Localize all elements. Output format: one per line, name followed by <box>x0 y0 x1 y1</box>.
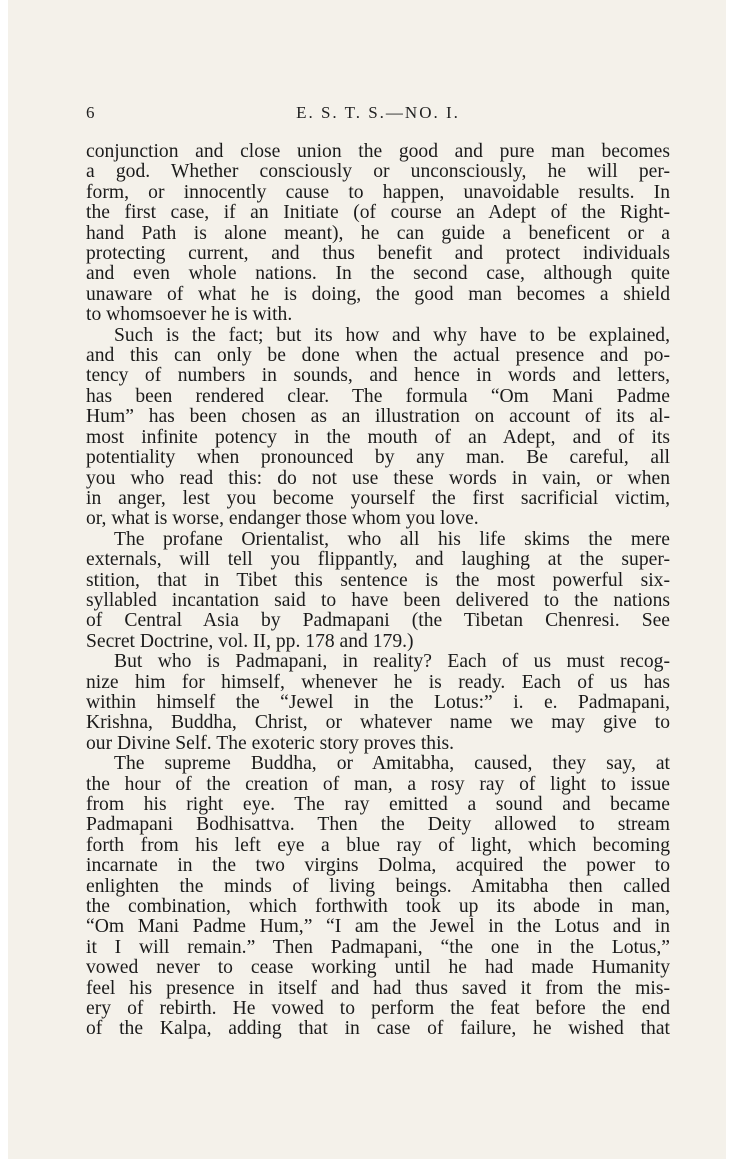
text-line: protecting current, and thus benefit and protect individuals <box>86 243 670 265</box>
text-line: our Divine Self. The exoteric story proves this. <box>86 732 455 754</box>
text-line: conjunction and close union the good and pure man becomes <box>86 141 670 162</box>
text-line: in anger, lest you become yourself the first sacrificial victim, <box>86 487 670 509</box>
running-head: E. S. T. S.—NO. I. <box>296 103 460 122</box>
text-line: stition, that in Tibet this sentence is the most powerful six- <box>86 569 670 591</box>
text-line: form, or innocently cause to happen, unavoidable results. In <box>86 181 670 203</box>
text-line: or, what is worse, endanger those whom you love. <box>86 508 479 530</box>
text-line: enlighten the minds of living beings. Amitabha then called <box>86 875 670 897</box>
text-line: the hour of the creation of man, a rosy ray of light to issue <box>86 773 670 795</box>
text-line: most infinite potency in the mouth of an Adept, and of its <box>86 426 670 448</box>
page-header <box>86 103 670 127</box>
text-line: But who is Padmapani, in reality? Each of us must recog- <box>114 651 670 673</box>
text-line: hand Path is alone meant), he can guide a beneficent or a <box>86 222 670 244</box>
text-line: and this can only be done when the actual presence and po- <box>86 345 670 367</box>
text-line: forth from his left eye a blue ray of light, which becoming <box>86 834 670 856</box>
text-line: has been rendered clear. The formula “Om Mani Padme <box>86 385 670 407</box>
page-number: 6 <box>86 103 95 122</box>
text-line: and even whole nations. In the second case, although quite <box>86 263 670 285</box>
text-line: potentiality when pronounced by any man. Be careful, all <box>86 447 670 469</box>
text-line: to whomsoever he is with. <box>86 304 293 326</box>
text-line: The supreme Buddha, or Amitabha, caused, they say, at <box>114 753 670 775</box>
text-line: you who read this: do not use these words in vain, or when <box>86 467 670 489</box>
text-line: within himself the “Jewel in the Lotus:” i. e. Padmapani, <box>86 691 670 713</box>
text-line: The profane Orientalist, who all his life skims the mere <box>114 528 670 550</box>
text-line: Hum” has been chosen as an illustration on account of its al- <box>86 406 670 428</box>
text-line: the first case, if an Initiate (of course an Adept of the Right- <box>86 202 670 224</box>
text-line: externals, will tell you flippantly, and laughing at the super- <box>86 549 670 571</box>
text-line: nize him for himself, whenever he is ready. Each of us has <box>86 671 670 693</box>
text-line: Such is the fact; but its how and why have to be explained, <box>114 324 670 346</box>
text-line: of the Kalpa, adding that in case of failure, he wished that <box>86 1018 670 1040</box>
text-line: vowed never to cease working until he had made Humanity <box>86 957 670 979</box>
text-line: of Central Asia by Padmapani (the Tibetan Chenresi. See <box>86 610 670 632</box>
text-line: incarnate in the two virgins Dolma, acquired the power to <box>86 855 670 877</box>
text-line: tency of numbers in sounds, and hence in words and letters, <box>86 365 670 387</box>
text-line: ery of rebirth. He vowed to perform the feat before the end <box>86 998 670 1020</box>
text-line: Padmapani Bodhisattva. Then the Deity allowed to stream <box>86 814 670 836</box>
text-line: the combination, which forthwith took up its abode in man, <box>86 896 670 918</box>
text-line: unaware of what he is doing, the good man becomes a shield <box>86 283 670 305</box>
body-text <box>86 142 670 1040</box>
text-line: it I will remain.” Then Padmapani, “the one in the Lotus,” <box>86 936 670 958</box>
text-line: feel his presence in itself and had thus saved it from the mis- <box>86 977 670 999</box>
text-line: syllabled incantation said to have been delivered to the nations <box>86 589 670 611</box>
text-line: from his right eye. The ray emitted a sound and became <box>86 794 670 815</box>
page <box>8 0 726 1159</box>
text-line: Krishna, Buddha, Christ, or whatever name we may give to <box>86 712 670 734</box>
page-content <box>8 0 726 1159</box>
text-line: Secret Doctrine, vol. II, pp. 178 and 179.) <box>86 630 414 652</box>
text-line: “Om Mani Padme Hum,” “I am the Jewel in the Lotus and in <box>86 916 670 938</box>
text-line: a god. Whether consciously or unconsciously, he will per- <box>86 161 670 183</box>
